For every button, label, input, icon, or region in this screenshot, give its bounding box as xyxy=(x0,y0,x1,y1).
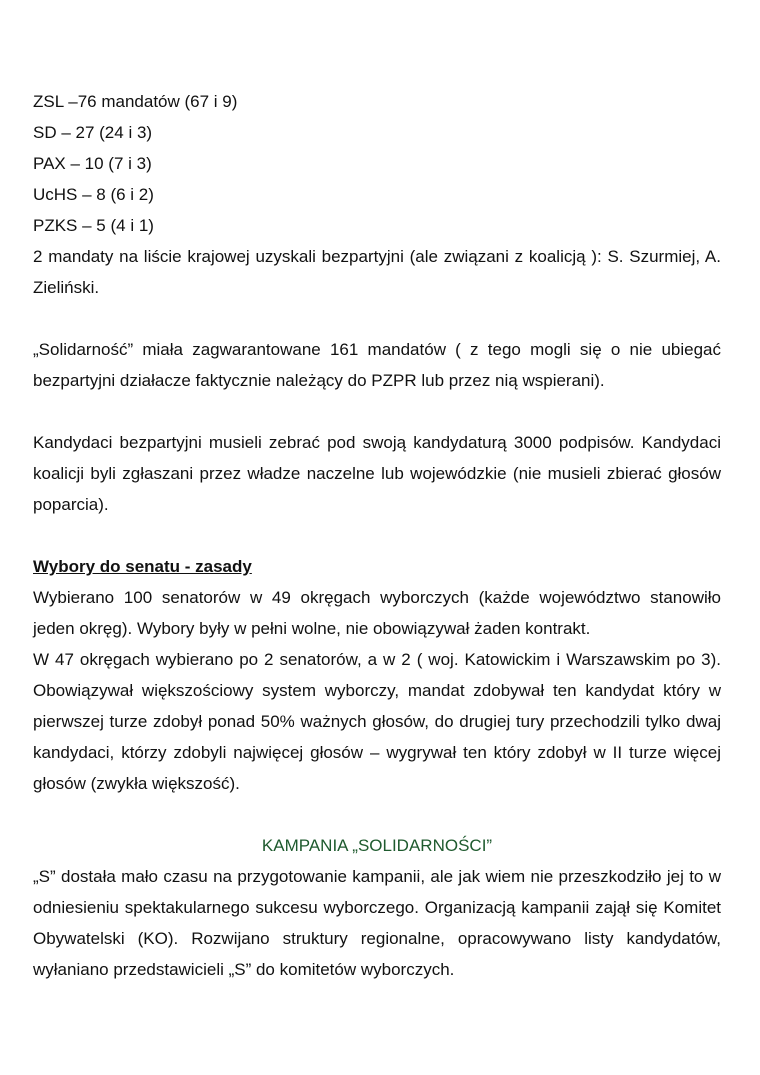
spacer xyxy=(33,303,721,334)
result-line-zsl: ZSL –76 mandatów (67 i 9) xyxy=(33,92,238,111)
spacer xyxy=(33,799,721,830)
result-line-uchs: UcHS – 8 (6 i 2) xyxy=(33,185,154,204)
spacer xyxy=(33,520,721,551)
campaign-paragraph: „S” dostała mało czasu na przygotowanie kampanii, ale jak wiem nie przeszkodziło jej to w odniesieniu spektakularnego sukcesu wyborczego. Organizacją kampanii zajął się Komitet Obywatelski (KO). Rozwijano struktury regionalne, opracowywano listy kandydatów, wyłaniano przedstawicieli „S” do komitetów wyborczych. xyxy=(33,867,721,979)
national-list-note: 2 mandaty na liście krajowej uzyskali bezpartyjni (ale związani z koalicją ): S. Szurmiej, A. Zieliński. xyxy=(33,247,721,297)
result-line-pzks: PZKS – 5 (4 i 1) xyxy=(33,216,154,235)
candidates-paragraph: Kandydaci bezpartyjni musieli zebrać pod swoją kandydaturą 3000 podpisów. Kandydaci koalicji byli zgłaszani przez władze naczelne lub wojewódzkie (nie musieli zbierać głosów poparcia). xyxy=(33,433,721,514)
spacer xyxy=(33,396,721,427)
document-page xyxy=(33,86,721,985)
result-line-pax: PAX – 10 (7 i 3) xyxy=(33,154,152,173)
senate-paragraph-1: Wybierano 100 senatorów w 49 okręgach wyborczych (każde województwo stanowiło jeden okręg). Wybory były w pełni wolne, nie obowiązywał żaden kontrakt. xyxy=(33,588,721,638)
senate-heading: Wybory do senatu - zasady xyxy=(33,557,252,576)
senate-paragraph-2: W 47 okręgach wybierano po 2 senatorów, a w 2 ( woj. Katowickim i Warszawskim po 3). Obowiązywał większościowy system wyborczy, mandat zdobywał ten kandydat który w pierwszej turze zdobył ponad 50% ważnych głosów, do drugiej tury przechodzili tylko dwaj kandydaci, którzy zdobyli najwięcej głosów – wygrywał ten który zdobył w II turze więcej głosów (zwykła większość). xyxy=(33,650,721,793)
result-line-sd: SD – 27 (24 i 3) xyxy=(33,123,153,142)
solidarnosc-paragraph: „Solidarność” miała zagwarantowane 161 mandatów ( z tego mogli się o nie ubiegać bezpartyjni działacze faktycznie należący do PZPR lub przez nią wspierani). xyxy=(33,340,721,390)
campaign-heading: KAMPANIA „SOLIDARNOŚCI” xyxy=(261,836,493,855)
